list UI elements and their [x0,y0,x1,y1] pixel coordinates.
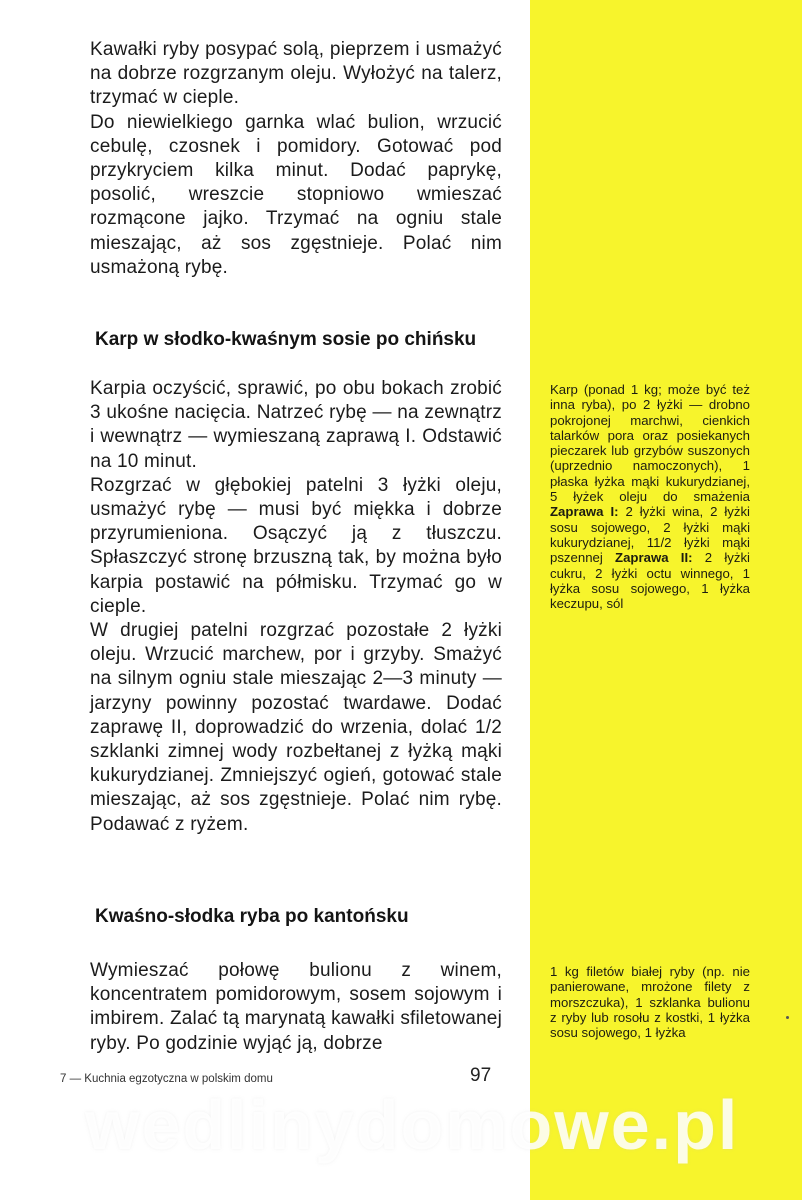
recipe-karp-method [90,377,502,837]
recipe-kantonsku-ingredients: 1 kg filetów białej ryby (np. nie panierowane, mrożone filety z morszczuka), 1 szklanka bulionu z ryby lub rosołu z kostki, 1 łyżka sosu sojowego, 1 łyżka [550,964,750,1041]
recipe-title-karp: Karp w słodko-kwaśnym sosie po chińsku [95,329,477,350]
paragraph: Kawałki ryby posypać solą, pieprzem i usmażyć na dobrze rozgrzanym oleju. Wyłożyć na talerz, trzymać w cieple. [90,39,502,109]
paragraph: Do niewielkiego garnka wlać bulion, wrzucić cebulę, czosnek i pomidory. Gotować pod przykryciem kilka minut. Dodać paprykę, posolić, wreszcie stopniowo wmieszać rozmącone jajko. Trzymać na ogniu stale mieszając, aż sos zgęstnieje. Polać nim usmażoną rybę. [90,111,502,278]
print-speck [786,1016,789,1019]
paragraph: Rozgrzać w głębokiej patelni 3 łyżki oleju, usmażyć rybę — musi być miękka i dobrze przyrumieniona. Osączyć ją z tłuszczu. Spłaszczyć stronę brzuszną tak, by można było karpia postawić na półmisku. Trzymać go w cieple. [90,474,502,617]
recipe-title-kantonsku: Kwaśno-słodka ryba po kantońsku [95,906,409,927]
ingredients-base: Karp (ponad 1 kg; może być też inna ryba), po 2 łyżki — drobno pokrojonej marchwi, cienkich talarków pora oraz posiekanych pieczarek lub grzybów suszonych (uprzednio namoczonych), 1 płaska łyżka mąki kukurydzianej, 5 łyżek oleju do smażenia [550,382,750,505]
page-number: 97 [470,1065,492,1086]
paragraph: Wymieszać połowę bulionu z winem, koncentratem pomidorowym, sosem sojowym i imbirem. Zalać tą marynatą kawałki sfiletowanej ryby. Po godzinie wyjąć ją, dobrze [90,960,502,1054]
paragraph: Karpia oczyścić, sprawić, po obu bokach zrobić 3 ukośne nacięcia. Natrzeć rybę — na zewnątrz i wewnątrz — wymieszaną zaprawą I. Odstawić na 10 minut. [90,378,502,472]
intro-text [90,38,502,280]
zaprawa-1-text: 2 łyżki wina, 2 łyżki sosu sojowego, 2 łyżki mąki kukurydzianej, 11/2 łyżki mąki pszennej [550,504,750,566]
book-footer: 7 — Kuchnia egzotyczna w polskim domu [60,1073,273,1085]
recipe-kantonsku-method [90,959,502,1056]
recipe-karp-ingredients [550,382,750,611]
zaprawa-2-label: Zaprawa II: [615,550,693,566]
zaprawa-2-text: 2 łyżki cukru, 2 łyżki octu winnego, 1 łyżka sosu sojowego, 1 łyżka keczupu, sól [550,550,750,612]
watermark: wedlinydomowe.pl [85,1086,740,1164]
zaprawa-1-label: Zaprawa I: [550,504,619,520]
paragraph: W drugiej patelni rozgrzać pozostałe 2 łyżki oleju. Wrzucić marchew, por i grzyby. Smażyć na silnym ogniu stale mieszając 2—3 minuty — jarzyny powinny pozostać twardawe. Dodać zaprawę II, doprowadzić do wrzenia, dolać 1/2 szklanki zimnej wody rozbełtanej z łyżką mąki kukurydzianej. Zmniejszyć ogień, gotować stale mieszając, aż sos zgęstnieje. Polać nim rybę. Podawać z ryżem. [90,620,502,835]
